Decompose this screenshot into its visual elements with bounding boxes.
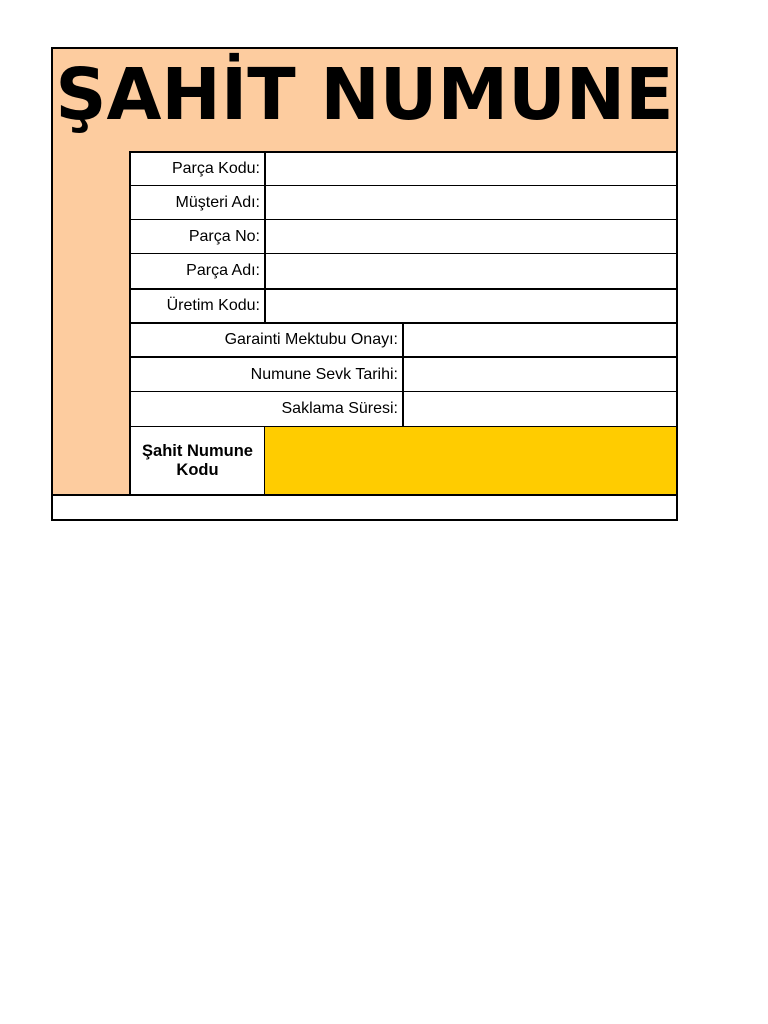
sample-shipment-date-field[interactable] (402, 356, 678, 392)
witness-sample-code-label: Şahit Numune Kodu (129, 426, 265, 495)
part-code-label: Parça Kodu: (129, 151, 265, 186)
part-number-label: Parça No: (129, 219, 265, 254)
production-code-label: Üretim Kodu: (129, 288, 265, 323)
part-number-field[interactable] (264, 219, 678, 254)
part-name-label: Parça Adı: (129, 253, 265, 289)
sample-shipment-date-label: Numune Sevk Tarihi: (129, 356, 403, 392)
part-name-field[interactable] (264, 253, 678, 289)
retention-period-field[interactable] (402, 391, 678, 427)
page-title: ŞAHİT NUMUNE (55, 53, 674, 136)
witness-sample-code-field[interactable] (264, 426, 678, 495)
customer-name-field[interactable] (264, 185, 678, 220)
part-code-field[interactable] (264, 151, 678, 186)
footer-row (51, 494, 678, 521)
customer-name-label: Müşteri Adı: (129, 185, 265, 220)
production-code-field[interactable] (264, 288, 678, 323)
warranty-letter-approval-field[interactable] (402, 322, 678, 357)
sample-label-sheet (51, 47, 678, 521)
retention-period-label: Saklama Süresi: (129, 391, 403, 427)
warranty-letter-approval-label: Garainti Mektubu Onayı: (129, 322, 403, 357)
